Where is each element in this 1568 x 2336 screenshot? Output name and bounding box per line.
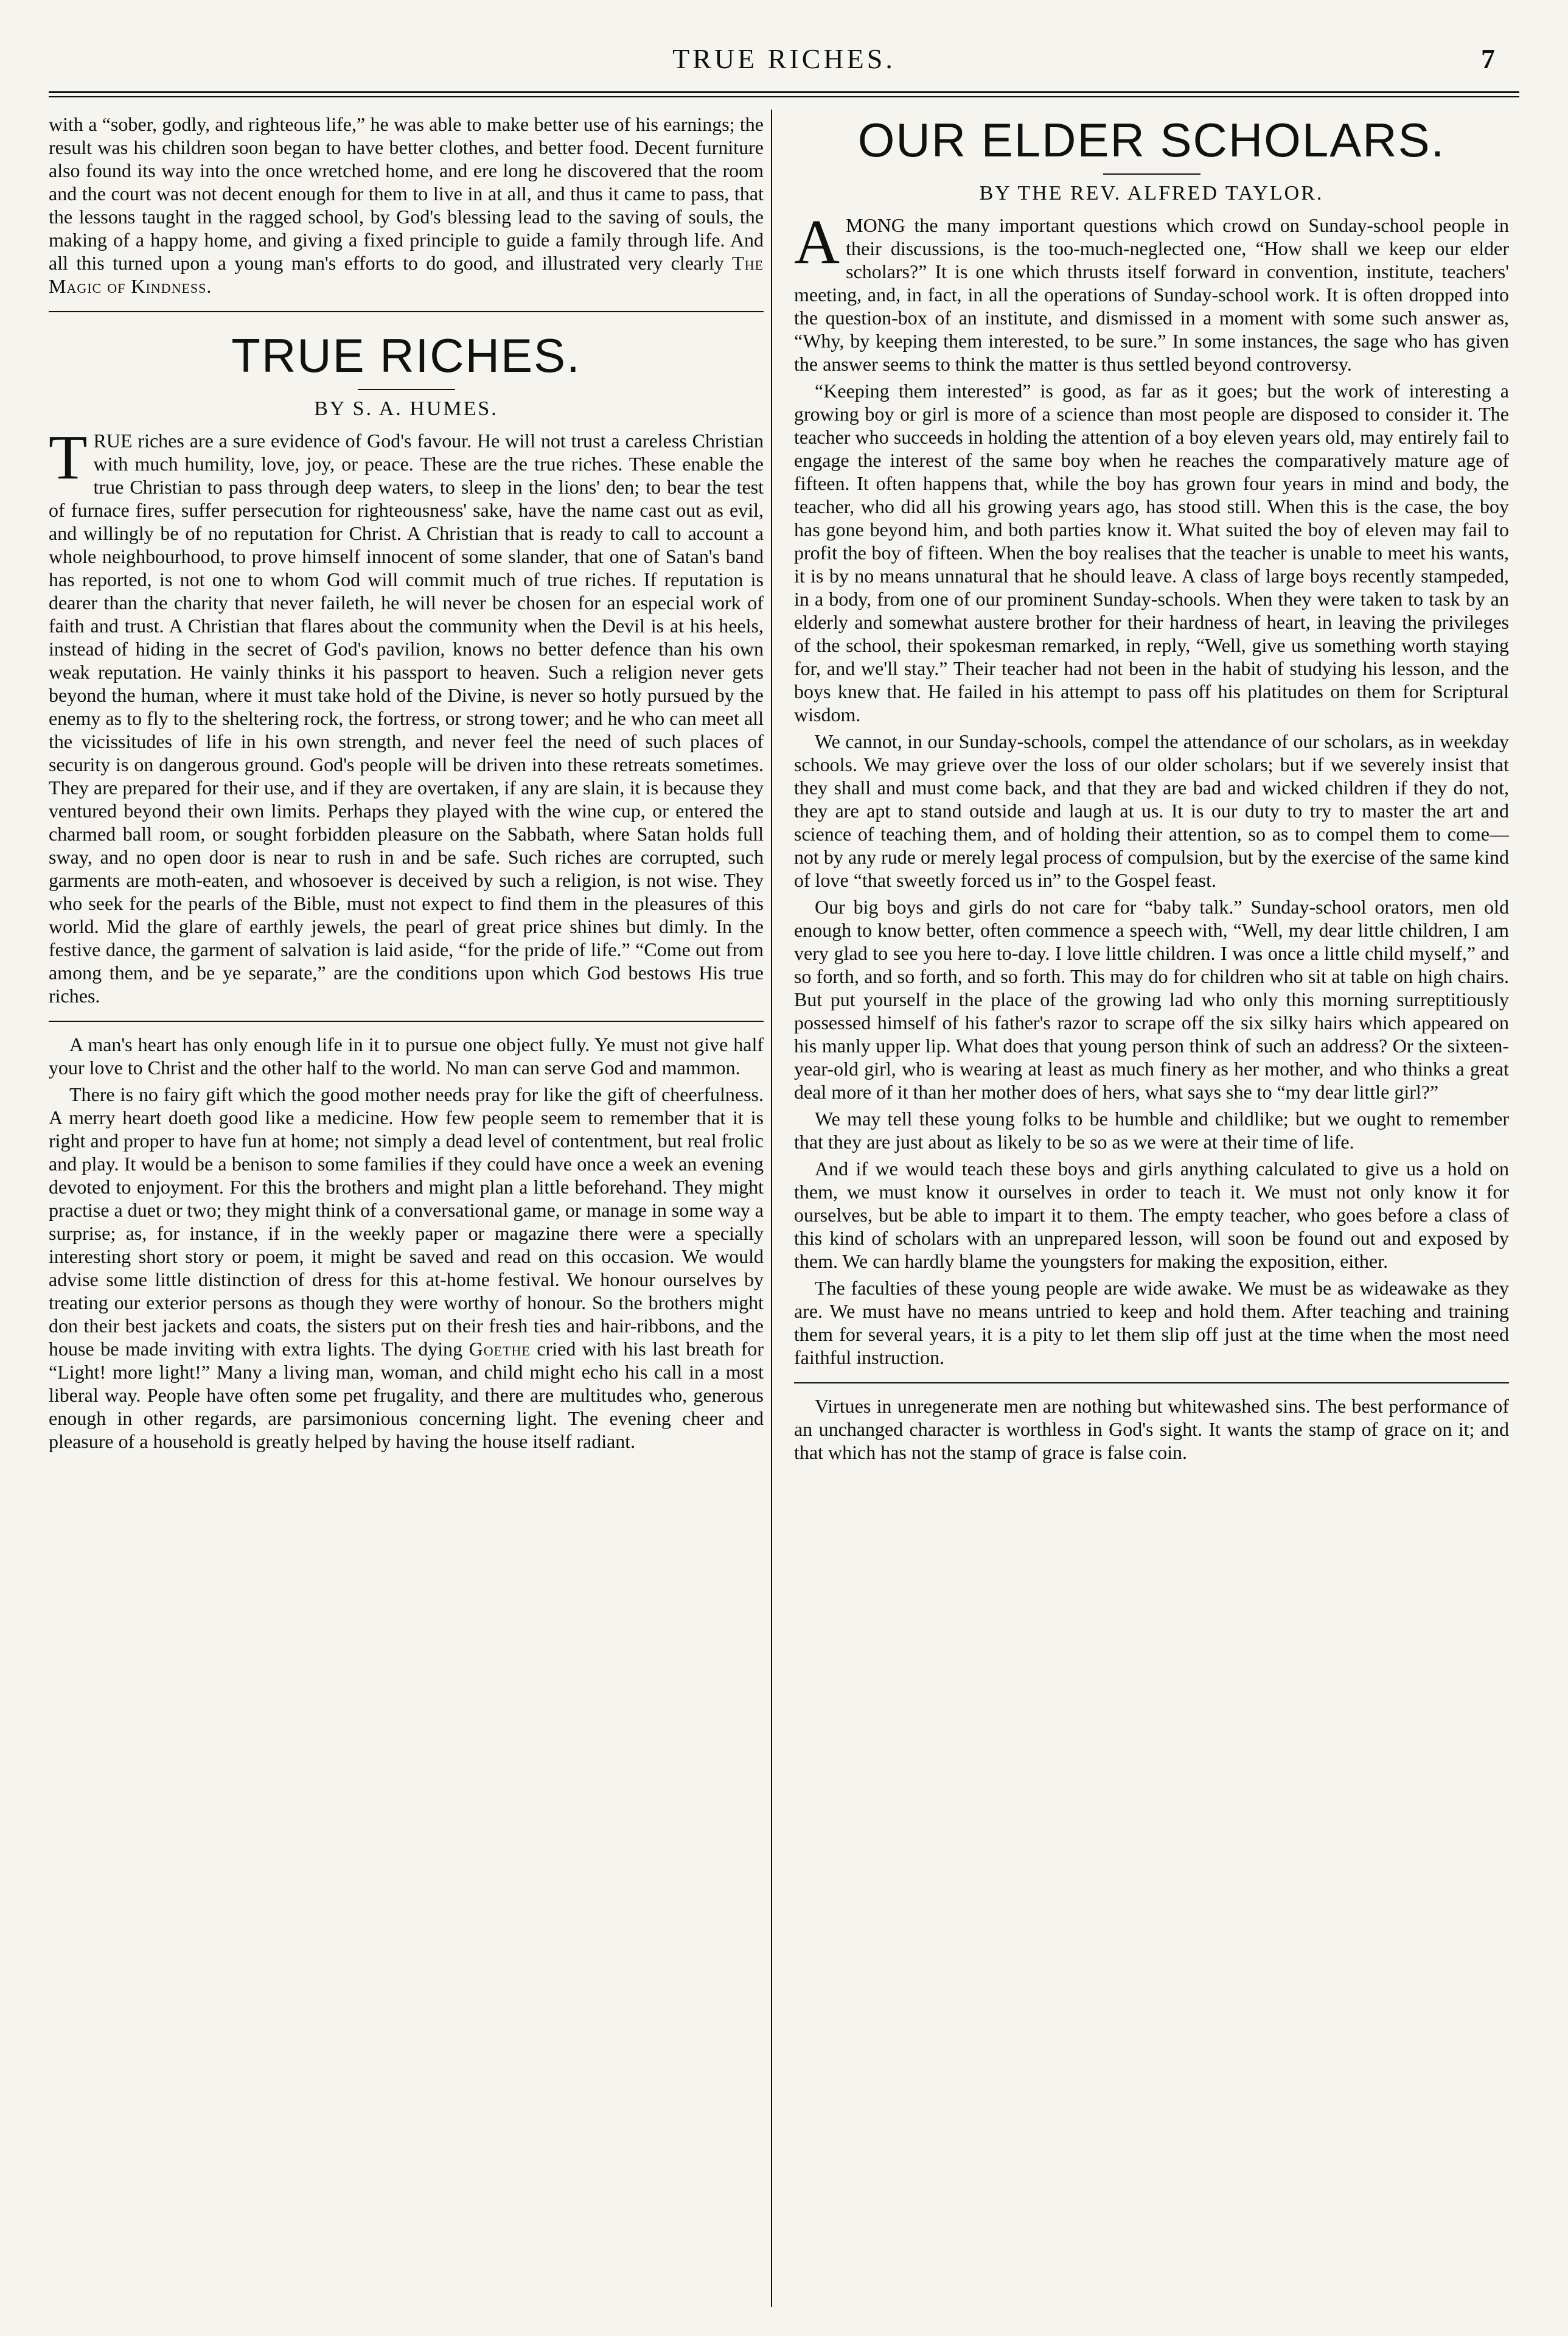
drop-cap: A: [794, 207, 840, 277]
byline-taylor: BY THE REV. ALFRED TAYLOR.: [979, 182, 1324, 205]
elder-scholars-p2: “Keeping them interested” is good, as far as it goes; but the work of interesting a growing boy or girl is more of a science than most people are disposed to consider it. The teacher who succeeds in holding the attention of a boy eleven years old, may entirely fail to engage the interest of the same boy when he reaches the comparatively mature age of fifteen. It often happens that, while the boy has grown four years in mind and body, the teacher, who did all his growing years ago, has stood still. When this is the case, the boy has gone beyond him, and both parties know it. What suited the boy of eleven may fail to profit the boy of fifteen. When the boy realises that the teacher is unable to meet his wants, it is by no means unnatural that he should leave. A class of large boys recently stampeded, in a body, from one of our prominent Sunday-schools. When they were taken to task by an elderly and somewhat austere brother for their hardness of heart, in leaving the privileges of the school, their spokesman remarked, in reply, “Well, give us something worth staying for, and we'll stay.” Their teacher had not been in the habit of studying his lesson, and the boys knew that. He failed in his attempt to pass off his platitudes on them for Scriptural wisdom.: [794, 380, 1509, 726]
page-header: [49, 43, 1519, 85]
article-title-elder-scholars: OUR ELDER SCHOLARS.: [857, 113, 1446, 167]
running-title: TRUE RICHES.: [672, 43, 896, 74]
section-divider: [49, 311, 764, 312]
filler-mammon: A man's heart has only enough life in it to pursue one object fully. Ye must not give half your love to Christ and the other half to the world. No man can serve God and mammon.: [49, 1033, 764, 1079]
header-rule-thin: [49, 96, 1519, 97]
continuation-paragraph: with a “sober, godly, and righteous life,” he was able to make better use of his earnings; the result was his children soon began to have better clothes, and better food. Decent furniture also found its way into the once wretched home, and ere long he discovered that the room and the court was not decent enough for them to live in at all, and thus it came to pass, that the lessons taught in the ragged school, by God's blessing lead to the saving of souls, the making of a happy home, and giving a fixed principle to guide a family through life. And all this turned upon a young man's efforts to do good, and illustrated very clearly The Magic of Kindness.: [49, 113, 764, 297]
true-riches-body: TRUE riches are a sure evidence of God's favour. He will not trust a careless Christian with much humility, love, joy, or peace. These are the true riches. These enable the true Christian to pass through deep waters, to sleep in the lions' den; to bear the test of furnace fires, suffer persecution for righteousness' sake, have the name cast out as evil, and willingly be of no reputation for Christ. A Christian that is ready to call to account a whole neighbourhood, to prove himself innocent of some slander, that one of Satan's band has reported, is not one to whom God will commit much of true riches. If reputation is dearer than the charity that never faileth, he will never be chosen for an especial work of faith and trust. A Christian that flares about the community when the Devil is at his heels, instead of hiding in the secret of God's pavilion, knows no better defence than his own weak reputation. He vainly thinks it his passport to heaven. Such a religion never gets beyond the human, where it must take hold of the Divine, is never so hotly pursued by the enemy as to fly to the sheltering rock, the fortress, or strong tower; and he who can meet all the vicissitudes of life in his own strength, and never feel the need of such places of security is on dangerous ground. God's people will be driven into these retreats sometimes. They are prepared for their use, and if they are overtaken, if any are slain, it is because they ventured beyond their own limits. Perhaps they played with the wine cup, or entered the charmed ball room, or sought forbidden pleasure on the Sabbath, where Satan holds full sway, and no open door is near to rush in and be safe. Such riches are corrupted, such garments are moth-eaten, and whosoever is deceived by such a religion, is not wise. They who seek for the pearls of the Bible, must not expect to find them in the pleasures of this world. Mid the glare of earthly jewels, the pearl of great price shines but dimly. In the festive dance, the garment of salvation is laid aside, “for the pride of life.” “Come out from among them, and be ye separate,” are the conditions upon which God bestows His true riches.: [49, 422, 764, 1007]
elder-scholars-p3: We cannot, in our Sunday-schools, compel the attendance of our scholars, as in weekday schools. We may grieve over the loss of our older scholars; but if we severely insist that they shall and must come back, and that they are bad and wicked children if they do not, they are apt to stand outside and laugh at us. It is our duty to try to master the art and science of teaching them, and of holding their attention, so as to compel them to come—not by any rude or merely legal process of compulsion, but by the exercise of the same kind of love “that sweetly forced us in” to the Gospel feast.: [794, 730, 1509, 891]
section-divider: [49, 1021, 764, 1022]
title-underline: [358, 389, 455, 390]
byline-humes: BY S. A. HUMES.: [314, 397, 498, 420]
filler-virtues: Virtues in unregenerate men are nothing but whitewashed sins. The best performance of an unchanged character is worthless in God's sight. It wants the stamp of grace on it; and that which has not the stamp of grace is false coin.: [794, 1395, 1509, 1463]
right-column: [794, 113, 1509, 2310]
section-divider: [794, 1382, 1509, 1383]
elder-scholars-p1: AMONG the many important questions which crowd on Sunday-school people in their discussions, is the too-much-neglected one, “How shall we keep our elder scholars?” It is one which thrusts itself forward in convention, institute, teachers' meeting, and, in fact, in all the operations of Sunday-school work. It is often dropped into the question-box of an institute, and dismissed in a moment with some such answer as, “Why, by keeping them interested, to be sure.” In some instances, the sage who has given the answer seems to think the matter is thus settled beyond controversy.: [794, 207, 1509, 375]
page-number: 7: [1481, 43, 1495, 74]
elder-scholars-p7: The faculties of these young people are wide awake. We must be as wideawake as they are. We must have no means untried to keep and hold them. After teaching and training them for several years, it is a pity to let them slip off just at the time when the most need faithful instruction.: [794, 1277, 1509, 1368]
column-rule: [771, 110, 772, 2307]
article-title-true-riches: TRUE RICHES.: [231, 329, 581, 382]
elder-scholars-p4: Our big boys and girls do not care for “baby talk.” Sunday-school orators, men old enough to know better, often commence a speech with, “Well, my dear little children, I am very glad to see you here to-day. I love little children. I was once a little child myself,” and so forth, and so forth, and so forth. This may do for children who sit at table on high chairs. But put yourself in the place of the growing lad who only this morning surreptitiously possessed himself of his father's razor to scrape off the six silky hairs which appeared on his manly upper lip. What does that young person think of such an address? Or the sixteen-year-old girl, who is wearing at least as much finery as her mother, and who thinks a great deal more of it than her mother does of hers, what says she to “my dear little girl?”: [794, 896, 1509, 1103]
elder-scholars-p6: And if we would teach these boys and girls anything calculated to give us a hold on them, we must know it ourselves in order to teach it. We must not only know it for ourselves, but be able to impart it to them. The empty teacher, who goes before a class of this kind of scholars with an unprepared lesson, will soon be found out and exposed by them. We can hardly blame the youngsters for making the exposition, either.: [794, 1158, 1509, 1272]
left-column: [49, 113, 764, 2310]
drop-cap: T: [49, 422, 88, 492]
continuation-source: The Magic of Kindness.: [49, 252, 764, 297]
goethe-name: Goethe: [469, 1338, 531, 1360]
header-rule: [49, 91, 1519, 93]
elder-scholars-p5: We may tell these young folks to be humble and childlike; but we ought to remember that they are just about as likely to be so as we were at their time of life.: [794, 1108, 1509, 1153]
title-underline: [1103, 173, 1200, 175]
filler-cheerfulness: There is no fairy gift which the good mother needs pray for like the gift of cheerfulness. A merry heart doeth good like a medicine. How few people seem to remember that it is right and proper to have fun at home; not simply a dead level of contentment, but real frolic and play. It would be a benison to some families if they could have once a week an evening devoted to enjoyment. For this the brothers and might plan a little beforehand. They might practise a duet or two; they might think of a conversational game, or manage in some way a surprise; as, for instance, if in the weekly paper or magazine there were a specially interesting short story or poem, it might be saved and read on this occasion. We would advise some little distinction of dress for this at-home festival. We honour ourselves by treating our exterior persons as though they were worthy of honour. So the brothers might don their best jackets and coats, the sisters put on their fresh ties and hair-ribbons, and the house be made inviting with extra lights. The dying Goethe cried with his last breath for “Light! more light!” Many a living man, woman, and child might echo his call in a most liberal way. People have often some pet frugality, and there are multitudes who, generous enough in other regards, are parsimonious concerning light. The evening cheer and pleasure of a household is greatly helped by having the house itself radiant.: [49, 1083, 764, 1452]
